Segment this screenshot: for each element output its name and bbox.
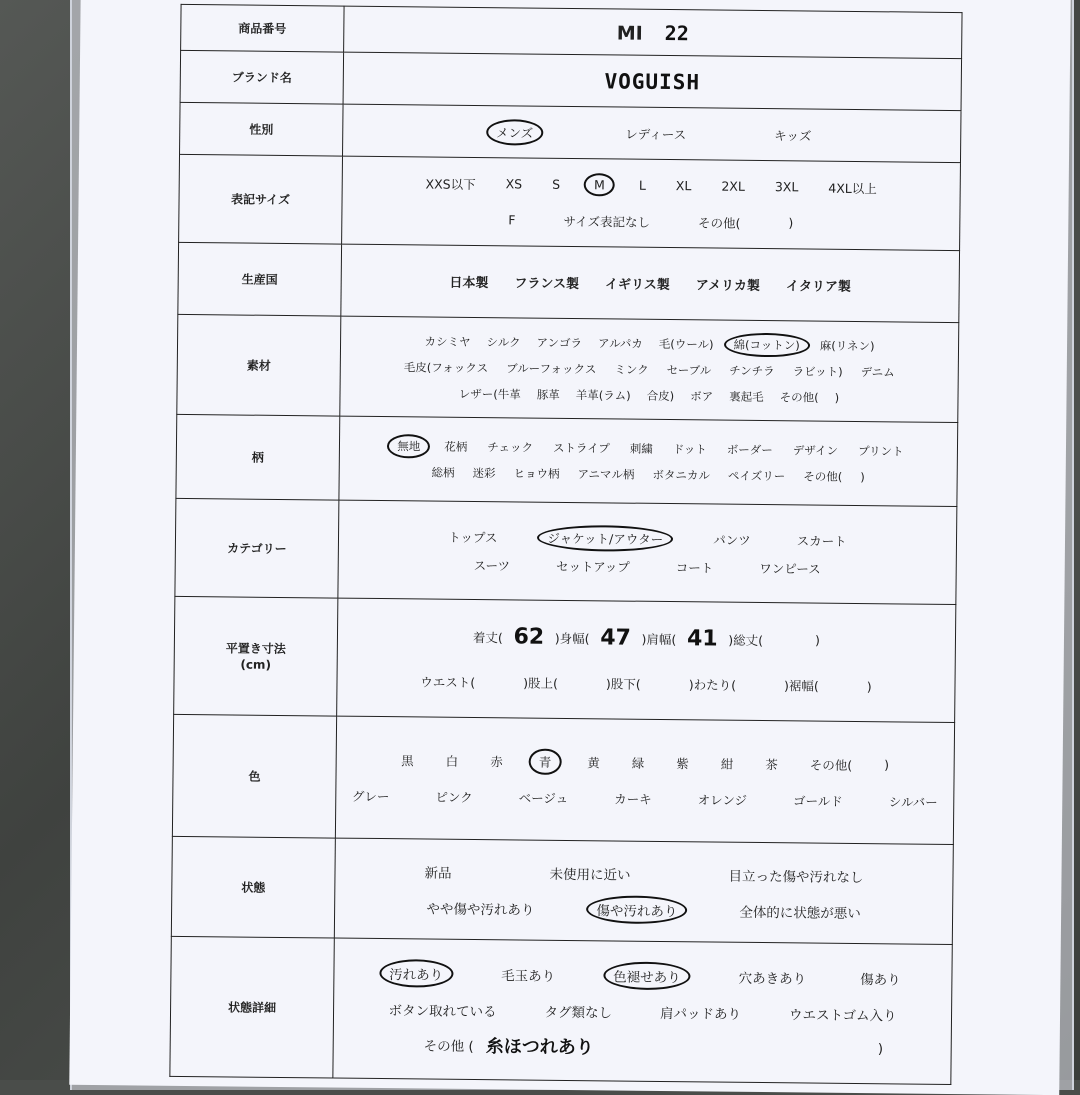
option-item: イタリア製 [785,279,851,295]
measure-key: ) [815,632,821,648]
measure-value-handwritten: 47 [600,625,632,651]
label-brand: ブランド名 [180,50,344,104]
option-item: 2XL [721,178,745,194]
option-item: 3XL [774,179,799,195]
option-item: スカート [796,532,847,549]
option-item: シルバー [888,793,938,810]
option-item: ピンク [435,789,473,805]
detail-other-label: その他 ( [423,1037,474,1055]
circled-option: 青 [529,748,562,774]
option-item: その他( [803,468,843,484]
option-item: ドット [672,441,707,456]
option-item: ) [860,469,865,484]
circled-option: 色褪せあり [603,961,691,990]
option-item: セーブル [666,362,712,377]
option-item: 紺 [720,756,734,772]
option-item: 豚革 [536,387,560,402]
option-item: デニム [860,364,895,379]
option-item: ベージュ [518,789,569,806]
detail-other-handwritten: 糸ほつれあり [485,1035,594,1058]
option-item: チェック [487,439,534,455]
option-item: F [508,212,516,228]
option-item: 目立った傷や汚れなし [728,868,864,886]
row-category [175,498,957,604]
option-item: L [638,177,646,193]
option-item: カーキ [614,790,652,807]
option-item: ワンピース [759,560,821,577]
option-item: ミンク [614,361,649,377]
option-item: ボタニカル [652,467,711,482]
option-item: デザイン [792,442,839,458]
option-item: ウエストゴム入り [788,1006,897,1024]
label-color: 色 [172,714,336,838]
option-item: チンチラ [729,363,775,378]
circled-option: 汚れあり [379,959,453,988]
option-item: XS [505,176,523,192]
option-item: アメリカ製 [695,278,760,294]
option-item: ブルーフォックス [506,360,597,376]
detail-options-2 [334,996,951,1026]
material-options-1 [341,330,958,356]
option-item: 紫 [676,755,689,771]
circled-option: 綿(コットン) [723,332,809,357]
label-size: 表記サイズ [179,154,343,244]
option-item: アルパカ [598,335,643,351]
row-pattern [176,414,958,506]
circled-option: 傷や汚れあり [586,895,687,924]
measure-key: )身幅( [554,630,590,646]
option-item: ヒョウ柄 [513,465,560,481]
measure-value-handwritten: 62 [513,624,545,650]
size-options-1 [343,171,960,199]
detail-other [334,1030,951,1062]
measure-key: 着丈( [472,629,503,645]
option-item: 日本製 [449,275,489,292]
option-item: 合皮) [646,388,675,403]
row-item-no [181,4,962,58]
option-item: 緑 [631,755,645,771]
option-item: フランス製 [514,276,580,293]
pattern-options-1 [340,435,957,461]
option-item: レザー(牛革 [458,386,521,401]
label-category: カテゴリー [175,498,339,598]
detail-options-1 [334,960,951,990]
option-item: 毛玉あり [501,967,556,985]
option-item: ラビット) [792,363,843,379]
option-item: ペイズリー [727,468,786,483]
option-item: XXS以下 [425,175,476,192]
measure-key: )肩幅( [641,631,677,647]
pattern-options-2 [340,461,957,487]
option-item: アニマル柄 [577,466,635,482]
option-item: 毛(ウール) [658,336,714,351]
measure-value-handwritten: 41 [686,626,718,652]
circled-option: ジャケット/アウター [537,524,673,551]
checklist-sheet [69,0,1070,1095]
measure-value-handwritten [763,640,815,641]
option-item: ) [866,678,872,694]
circled-option: 無地 [387,434,430,458]
condition-options-1 [335,858,952,888]
option-item: グレー [351,788,390,804]
option-item: プリント [857,443,904,458]
option-item: 新品 [424,864,452,882]
category-options-1 [339,524,956,552]
option-item: イギリス製 [604,277,670,294]
circled-option: M [584,173,615,196]
option-item: S [552,176,561,192]
row-measure [174,596,956,722]
option-item: 未使用に近い [549,866,631,884]
option-item: レディース [625,126,687,142]
option-item: セットアップ [556,558,630,575]
option-item: ボア [690,388,714,403]
option-item: 迷彩 [472,465,496,480]
option-item: 総柄 [431,465,455,480]
option-item: ボタン取れている [388,1002,497,1020]
label-measure: 平置き寸法 [225,640,286,656]
option-item: )股下( [605,676,641,692]
item-number-handwritten: 22 [664,20,689,45]
checklist-table [169,4,962,1085]
option-item: タグ類なし [544,1004,613,1021]
country-options [342,269,959,298]
option-item: スーツ [473,557,511,573]
option-item: その他( [697,214,741,231]
option-item: 肩パッドあり [659,1005,742,1023]
option-item: シルク [486,334,521,349]
label-gender: 性別 [180,102,344,156]
option-item: 4XL以上 [828,180,877,196]
detail-other-close: ) [877,1040,884,1057]
option-item: 黄 [587,754,600,770]
option-item: やや傷や汚れあり [426,901,535,919]
option-item: )わたり( [688,677,737,693]
color-options-1 [337,748,954,776]
row-condition [171,836,953,944]
option-item: ボーダー [726,442,773,457]
option-item: キッズ [774,127,812,144]
option-item: ) [884,757,890,773]
measure-row-1 [338,623,955,654]
option-item: アンゴラ [536,335,583,350]
option-item: 裏起毛 [729,389,764,404]
label-material: 素材 [177,314,341,416]
option-item: 麻(リネン) [819,338,875,353]
option-item: 全体的に状態が悪い [739,904,861,922]
row-material [177,314,959,422]
measure-key: )総丈( [728,632,764,648]
option-item: 赤 [490,753,503,769]
label-country: 生産国 [178,242,342,316]
option-item: ストライプ [552,440,610,455]
option-item: カシミヤ [424,333,471,349]
option-item: ウエスト( [420,674,476,691]
brand-handwritten: VOGUISH [604,68,701,94]
option-item: ) [788,215,794,231]
option-item: トップス [448,529,498,545]
row-size [179,154,961,250]
option-item: )裾幅( [783,678,819,694]
item-prefix: MI [616,21,643,45]
option-item: )股上( [523,675,559,691]
option-item: コート [675,559,714,576]
material-options-2 [341,356,958,382]
size-options-2 [342,207,959,235]
row-country [178,242,960,322]
option-item: 花柄 [444,439,468,454]
option-item: オレンジ [697,791,748,808]
color-options-2 [336,784,953,812]
option-item: ) [834,390,840,405]
row-detail [170,936,952,1084]
option-item: 傷あり [860,971,901,988]
gender-options [343,119,960,147]
option-item: 白 [445,753,459,769]
option-item: XL [675,178,692,194]
option-item: サイズ表記なし [563,213,651,230]
option-item: ゴールド [793,792,843,809]
label-condition: 状態 [171,836,335,938]
option-item: 刺繍 [629,441,653,456]
row-gender [180,102,962,162]
condition-options-2 [335,894,952,924]
option-item: 羊革(ラム) [575,387,631,403]
option-item: その他( [779,389,819,405]
option-item: その他( [809,757,853,773]
row-brand [180,50,962,110]
option-item: 茶 [765,756,778,772]
category-options-2 [339,552,956,580]
option-item: 黒 [401,752,414,768]
label-item-no: 商品番号 [181,4,344,52]
measure-row-2 [337,670,954,698]
label-pattern: 柄 [176,414,340,500]
material-options-3 [340,382,957,408]
label-detail: 状態詳細 [170,936,334,1078]
option-item: 毛皮(フォックス [403,359,489,375]
label-measure-unit: (cm) [240,657,272,672]
row-color [172,714,954,844]
circled-option: メンズ [486,119,543,146]
option-item: パンツ [713,531,751,548]
option-item: 穴あきあり [738,970,807,987]
